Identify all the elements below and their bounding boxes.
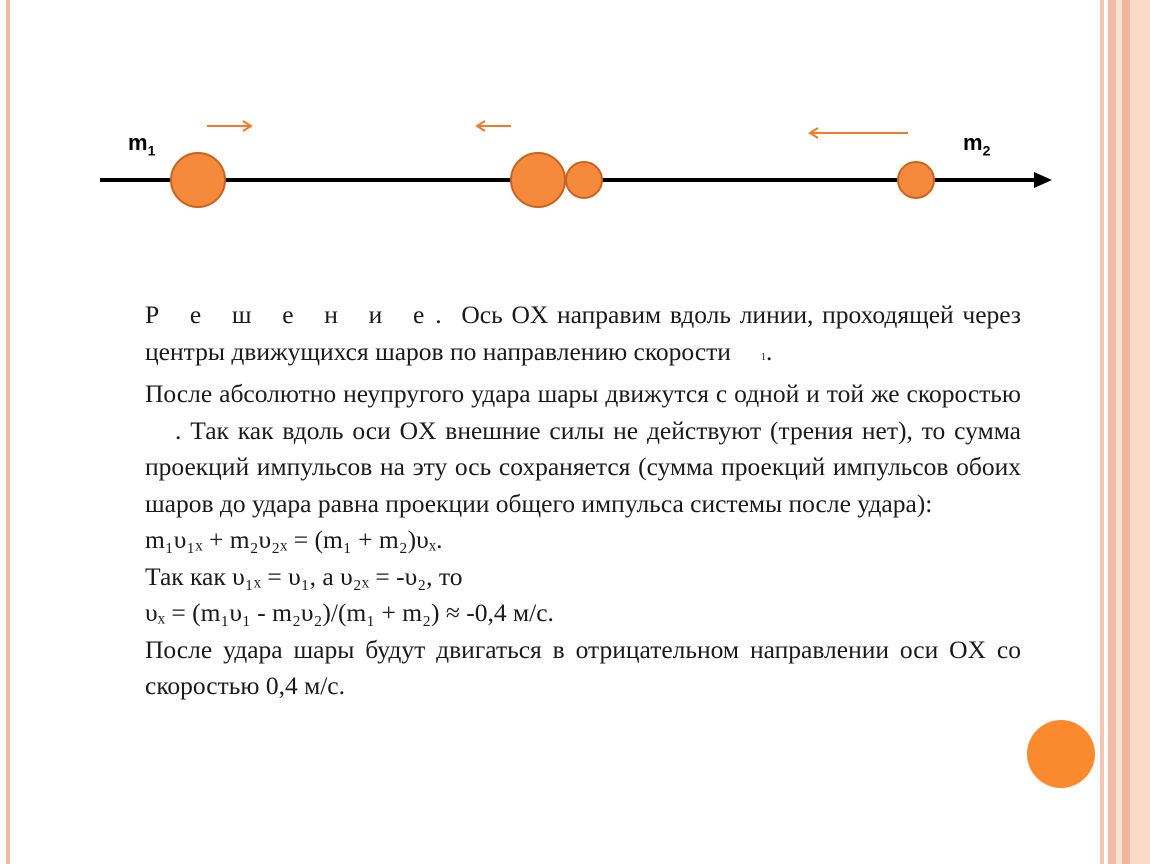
velocity-arrow-m1: [207, 121, 251, 131]
solution-p1-text: Ось OX направим вдоль линии, проходящей через центры движущихся шаров по направлению скорости: [145, 300, 1021, 366]
equation-momentum: m₁υ₁ₓ + m₂υ₂ₓ = (m₁ + m₂)υₓ.: [145, 525, 443, 554]
frame-right-stripes: [1100, 0, 1150, 864]
decorative-circle: [1027, 720, 1095, 788]
label-m2: $m_2$: [963, 130, 991, 159]
ball-m2: [898, 162, 934, 198]
velocity-arrow-after: [477, 121, 511, 131]
ball-m1-after: [511, 153, 565, 207]
solution-p2-b: . Так как вдоль оси OX внешние силы не действуют (трения нет), то сумма проекций импульсов на эту ось сохраняется (сумма проекций импульсов обоих шаров до удара равна проекции общего импульса системы после удара):: [145, 415, 1021, 518]
equation-substitution: Так как υ₁ₓ = υ₁, а υ₂ₓ = -υ₂, то: [145, 561, 463, 591]
axis-arrowhead-icon: [1034, 172, 1052, 188]
solution-lead: Р е ш е н и е.: [145, 300, 453, 329]
solution-paragraph-1: Р е ш е н и е. Ось OX направим вдоль линии, проходящей через центры движущихся шаров по направлению скорости 1.: [145, 300, 1021, 366]
ball-m2-after: [566, 162, 602, 198]
solution-p2-a: После абсолютно неупругого удара шары движутся с одной и той же скоростью: [145, 379, 1021, 408]
velocity-arrow-m2: [810, 128, 908, 138]
solution-paragraph-2: [145, 376, 1021, 522]
collision-diagram: [0, 0, 1100, 260]
equation-result: υₓ = (m₁υ₁ - m₂υ₂)/(m₁ + m₂) ≈ -0,4 м/с.: [145, 598, 554, 627]
solution-conclusion: После удара шары будут двигаться в отрицательном направлении оси OX со скоростью 0,4 м/с.: [145, 634, 1021, 700]
ball-m1: [171, 153, 225, 207]
solution-text: [145, 297, 1021, 705]
velocity-subscript: 1: [760, 351, 766, 363]
label-m1: $m_1$: [128, 130, 156, 159]
